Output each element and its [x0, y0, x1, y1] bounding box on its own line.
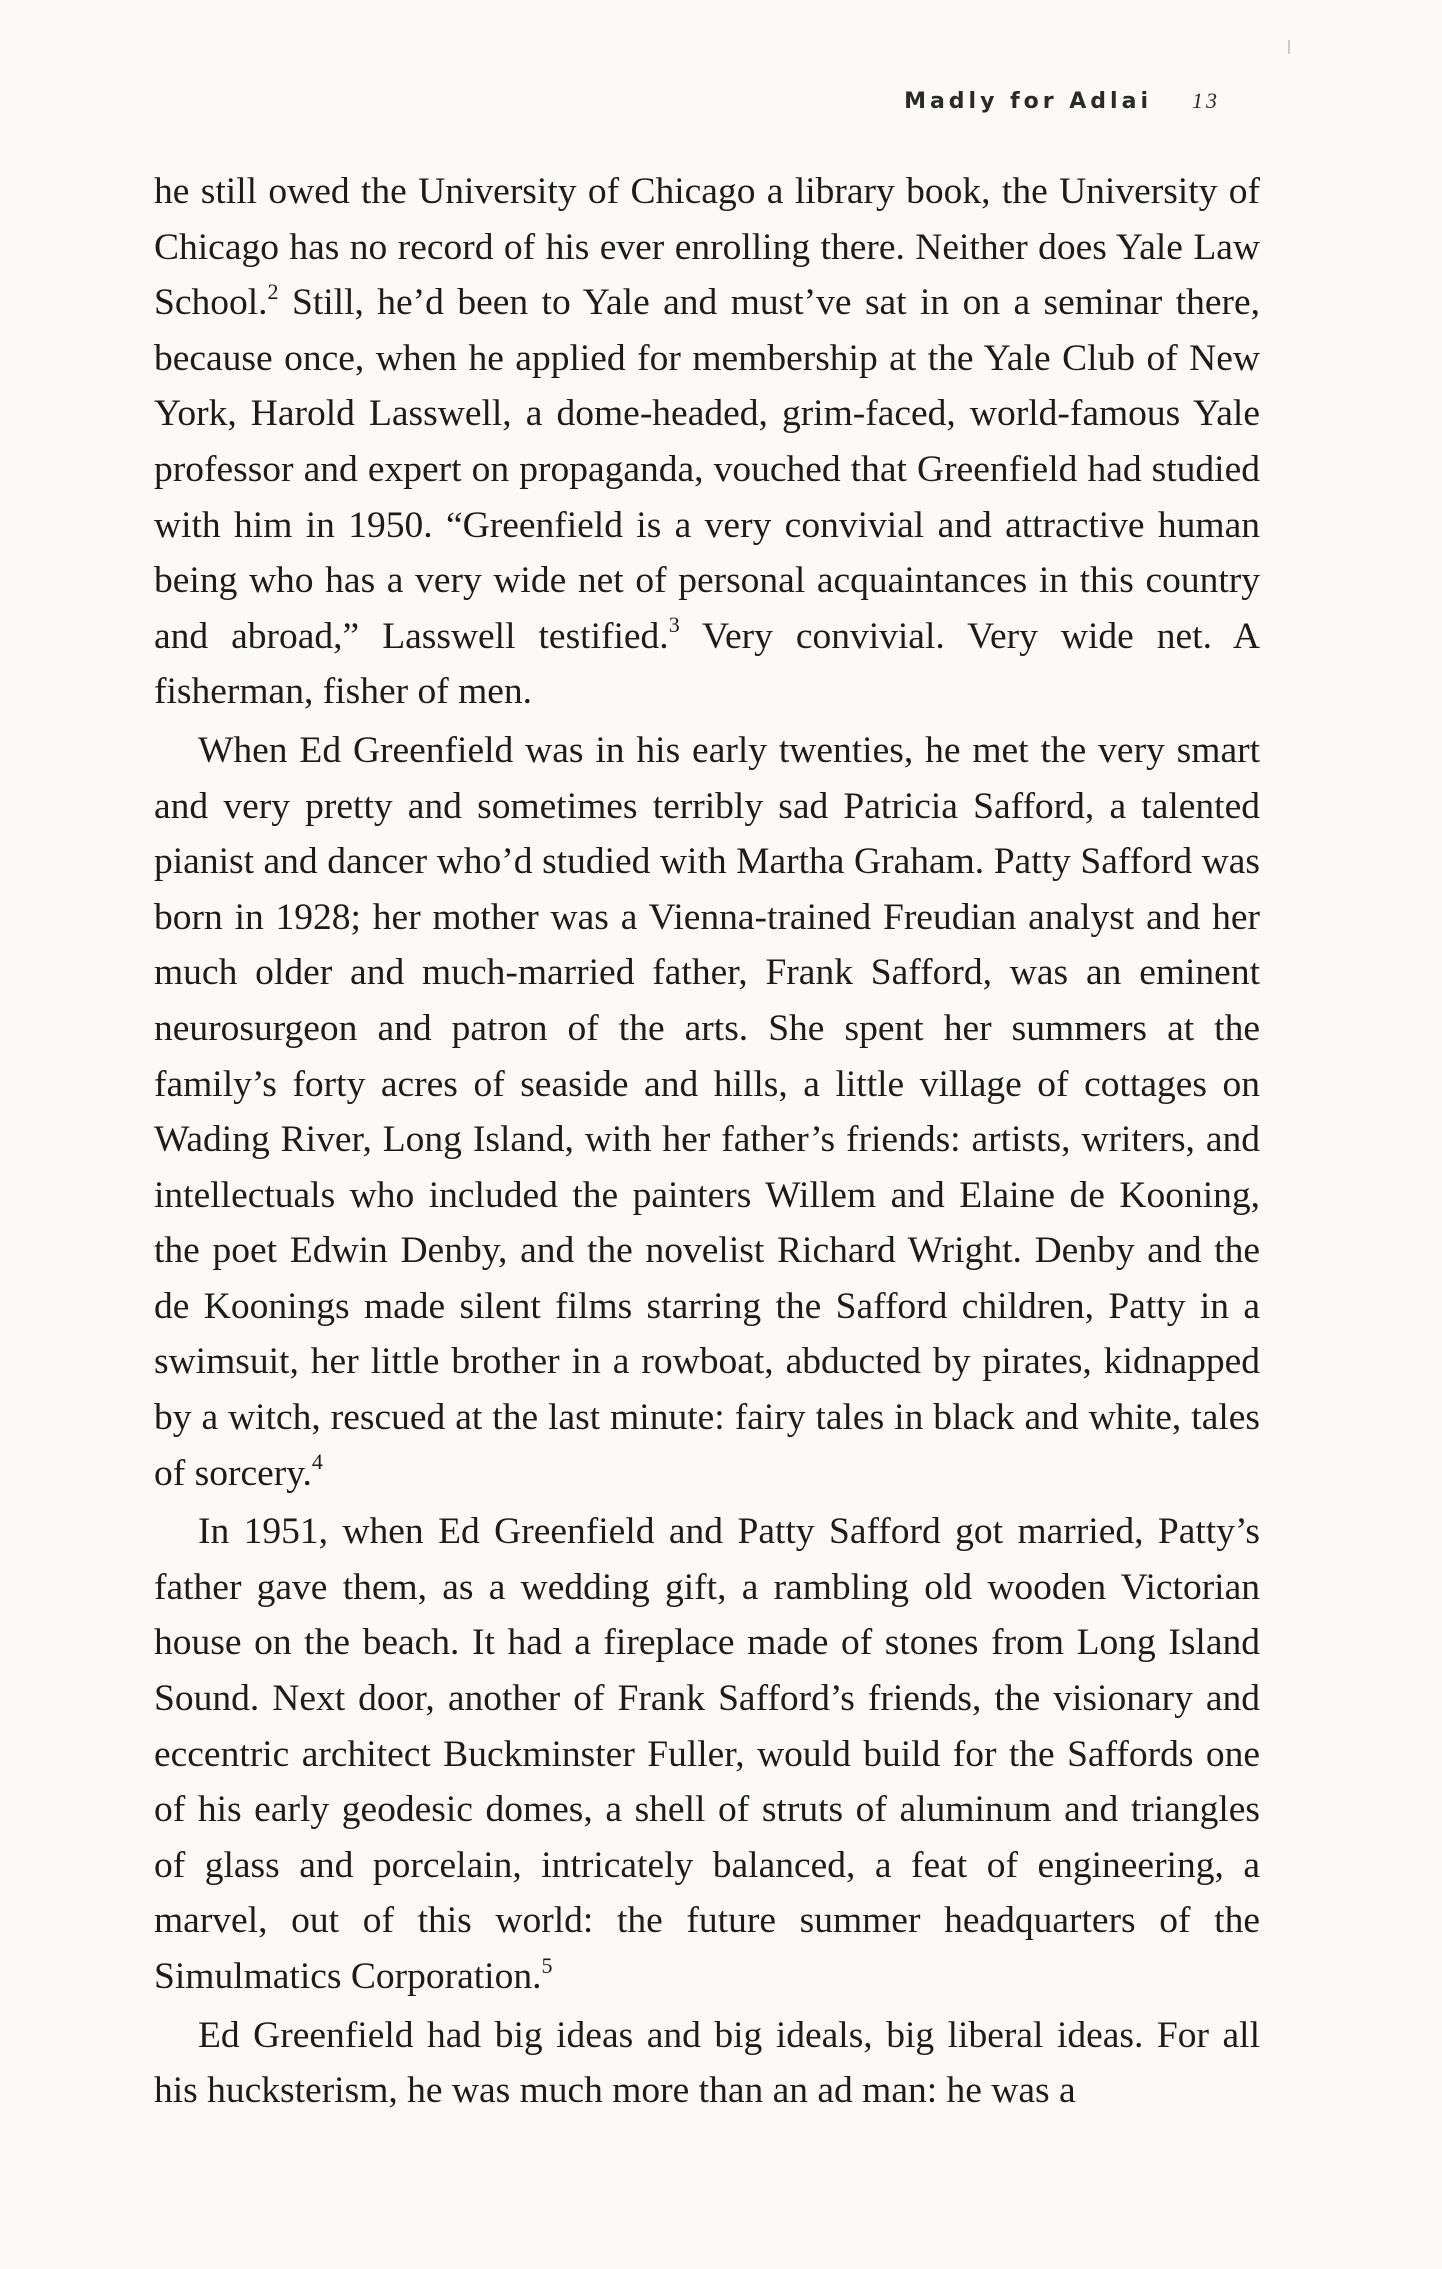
- footnote-marker[interactable]: 5: [541, 1952, 553, 1978]
- footnote-marker[interactable]: 2: [267, 278, 279, 304]
- paragraph-text: Very convivial. Very wide net. A fisherman, fisher of men.: [154, 615, 1260, 713]
- paragraph-text: In 1951, when Ed Greenfield and Patty Safford got married, Patty’s father gave them, as a wedding gift, a rambling old wooden Victorian house on the beach. It had a fireplace made of stones from Long Island Sound. Next door, another of Frank Safford’s friends, the visionary and eccentric architect Buckminster Fuller, would build for the Saffords one of his early geodesic domes, a shell of struts of aluminum and triangles of glass and porcelain, intricately balanced, a feat of engineering, a marvel, out of this world: the future summer headquarters of the Simulmatics Corporation.: [154, 1511, 1260, 1997]
- paragraph-text: When Ed Greenfield was in his early twenties, he met the very smart and very pretty and sometimes terribly sad Patricia Safford, a talented pianist and dancer who’d studied with Martha Graham. Patty Safford was born in 1928; her mother was a Vienna-trained Freudian analyst and her much older and much-married father, Frank Safford, was an eminent neurosurgeon and patron of the arts. She spent her summers at the family’s forty acres of seaside and hills, a little village of cottages on Wading River, Long Island, with her father’s friends: artists, writers, and intellectuals who included the painters Willem and Elaine de Kooning, the poet Edwin Denby, and the novelist Richard Wright. Denby and the de Koonings made silent films starring the Safford children, Patty in a swimsuit, her little brother in a rowboat, abducted by pirates, kidnapped by a witch, rescued at the last minute: fairy tales in black and white, tales of sorcery.: [154, 729, 1260, 1494]
- running-head: [904, 88, 1220, 114]
- paragraph: [154, 723, 1260, 1501]
- footnote-marker[interactable]: 4: [311, 1449, 323, 1475]
- paragraph: [154, 1504, 1260, 2004]
- running-head-title: Madly for Adlai: [904, 89, 1152, 114]
- paragraph: [154, 2008, 1260, 2119]
- page-number: 13: [1192, 88, 1220, 113]
- footnote-marker[interactable]: 3: [668, 612, 680, 638]
- paragraph-text: Ed Greenfield had big ideas and big ideals, big liberal ideas. For all his hucksterism, he was much more than an ad man: he was a: [154, 2014, 1260, 2112]
- paragraph-text: he still owed the University of Chicago a library book, the University of Chicago has no record of his ever enrolling there. Neither does Yale Law School.: [154, 171, 1260, 324]
- paragraph: [154, 164, 1260, 720]
- body-text: [154, 164, 1260, 2119]
- paragraph-text: Still, he’d been to Yale and must’ve sat in on a seminar there, because once, when he applied for membership at the Yale Club of New York, Harold Lasswell, a dome-headed, grim-faced, world-famous Yale professor and expert on propaganda, vouched that Greenfield had studied with him in 1950. “Greenfield is a very convivial and attractive human being who has a very wide net of personal acquaintances in this country and abroad,” Lasswell testified.: [154, 282, 1260, 657]
- scan-speck: [1288, 40, 1290, 54]
